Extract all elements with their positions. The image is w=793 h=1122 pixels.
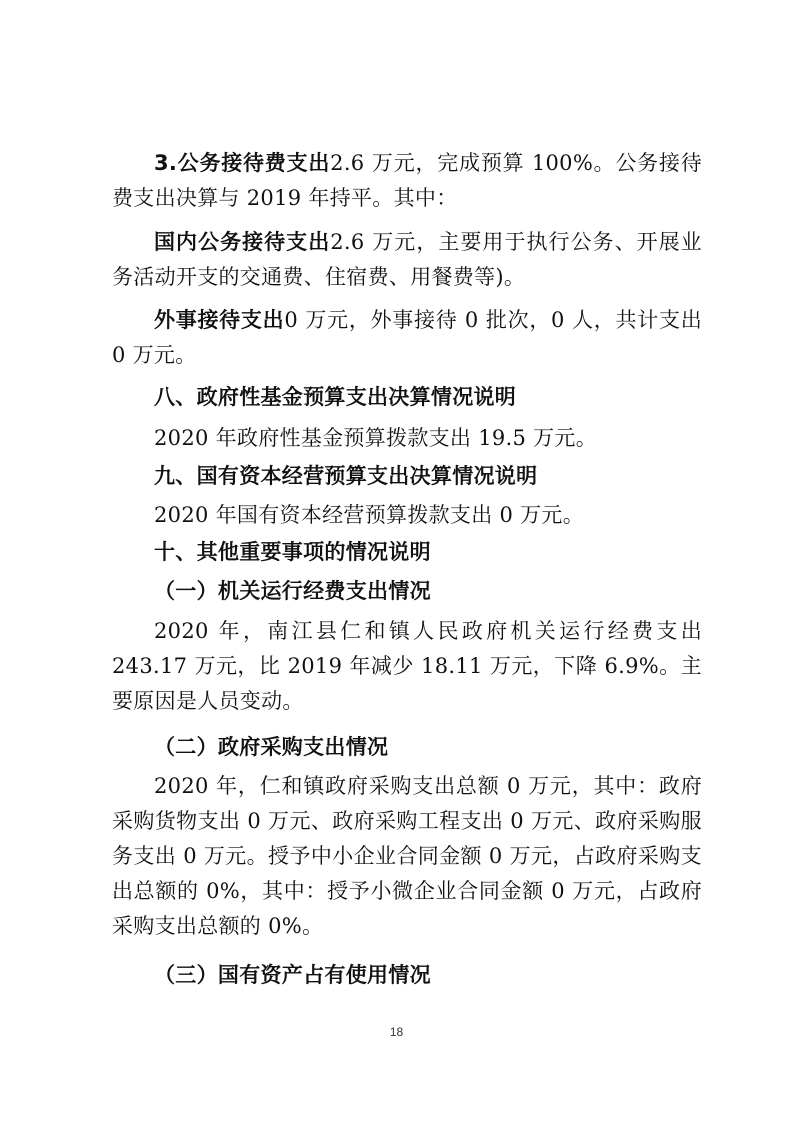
paragraph-section-8: 2020 年政府性基金预算拨款支出 19.5 万元。 xyxy=(154,426,598,450)
foreign-reception-text: 0 万元，外事接待 0 批次，0 人，共计支出 0 万元。 xyxy=(112,308,702,367)
foreign-reception-lead: 外事接待支出 xyxy=(154,308,285,332)
subsection-heading-2: （二）政府采购支出情况 xyxy=(154,735,389,759)
paragraph-foreign-reception xyxy=(112,303,702,373)
paragraph-procurement: 2020 年，仁和镇政府采购支出总额 0 万元，其中：政府采购货物支出 0 万元、政府采购工程支出 0 万元、政府采购服务支出 0 万元。授予中小企业合同金额 0 万元，占政府采购支出总额的 0%，其中：授予小微企业合同金额 0 万元，占政府采购支出总额的 0%。 xyxy=(112,774,702,938)
reception-expense-text: 2.6 万元，完成预算 100%。公务接待费支出决算与 2019 年持平。其中： xyxy=(112,151,702,210)
subsection-heading-1: （一）机关运行经费支出情况 xyxy=(154,579,431,603)
section-heading-10: 十、其他重要事项的情况说明 xyxy=(154,540,431,564)
paragraph-operating-expense: 2020 年，南江县仁和镇人民政府机关运行经费支出 243.17 万元，比 2019 年减少 18.11 万元，下降 6.9%。主要原因是人员变动。 xyxy=(112,619,702,713)
page-number: 18 xyxy=(389,1025,404,1039)
subsection-heading-3: （三）国有资产占有使用情况 xyxy=(154,963,431,987)
domestic-reception-lead: 国内公务接待支出 xyxy=(154,230,331,254)
paragraph-section-9: 2020 年国有资本经营预算拨款支出 0 万元。 xyxy=(154,503,585,527)
section-heading-8: 八、政府性基金预算支出决算情况说明 xyxy=(154,385,517,409)
domestic-reception-text: 2.6 万元，主要用于执行公务、开展业务活动开支的交通费、住宿费、用餐费等)。 xyxy=(112,230,702,289)
paragraph-reception-expense xyxy=(112,146,702,216)
reception-expense-lead: 3.公务接待费支出 xyxy=(154,151,331,175)
paragraph-domestic-reception xyxy=(112,225,702,295)
section-heading-9: 九、国有资本经营预算支出决算情况说明 xyxy=(154,464,538,488)
